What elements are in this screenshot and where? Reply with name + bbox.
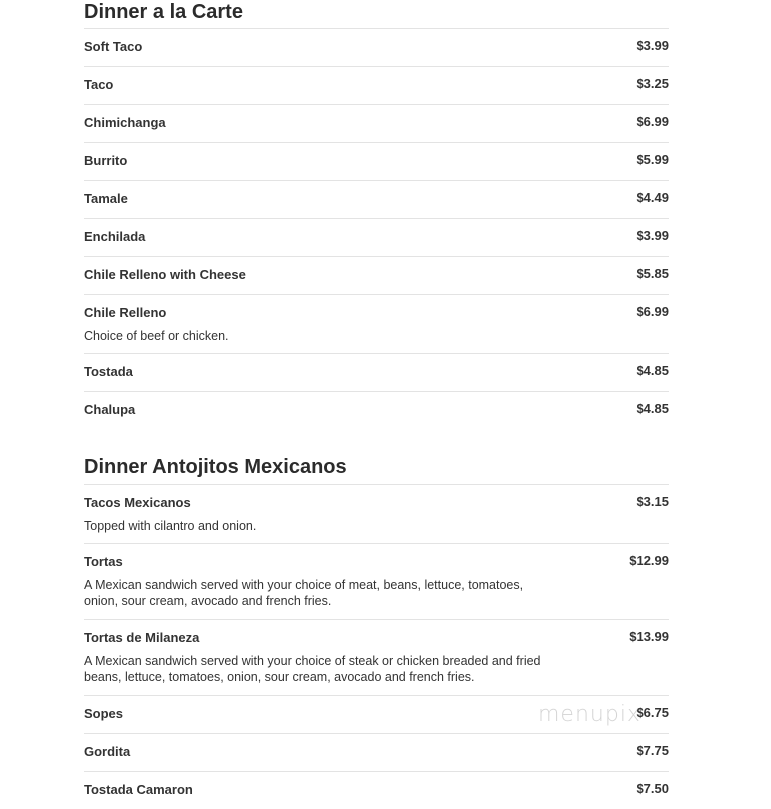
item-price: $7.50 xyxy=(636,781,669,796)
watermark-logo: menupix xyxy=(538,702,641,727)
section-spacer xyxy=(84,429,669,455)
item-price: $5.99 xyxy=(636,152,669,167)
item-description: A Mexican sandwich served with your choice of meat, beans, lettuce, tomatoes, onion, sour cream, avocado and french fries. xyxy=(84,578,524,608)
item-name: Soft Taco xyxy=(84,39,143,54)
menu-item xyxy=(84,733,669,771)
item-price: $12.99 xyxy=(629,553,669,568)
menu-item xyxy=(84,104,669,142)
item-name: Chile Relleno xyxy=(84,305,167,320)
menu-item xyxy=(84,294,669,353)
item-description: A Mexican sandwich served with your choice of steak or chicken breaded and fried beans, lettuce, tomatoes, onion, sour cream, avocado and french fries. xyxy=(84,654,541,684)
menu-item xyxy=(84,66,669,104)
menu-item xyxy=(84,619,669,695)
menu-page xyxy=(84,0,669,809)
menu-item xyxy=(84,28,669,66)
menu-item xyxy=(84,771,669,809)
item-price: $3.25 xyxy=(636,76,669,91)
item-name: Tacos Mexicanos xyxy=(84,495,191,510)
menu-item xyxy=(84,256,669,294)
item-price: $7.75 xyxy=(636,743,669,758)
item-name: Sopes xyxy=(84,706,124,721)
section-title: Dinner a la Carte xyxy=(84,1,243,23)
menu-item xyxy=(84,142,669,180)
item-price: $13.99 xyxy=(629,629,669,644)
menu-item xyxy=(84,543,669,619)
item-price: $3.15 xyxy=(636,494,669,509)
item-name: Enchilada xyxy=(84,229,146,244)
item-price: $3.99 xyxy=(636,228,669,243)
item-name: Tamale xyxy=(84,191,128,206)
item-price: $4.85 xyxy=(636,363,669,378)
menu-item xyxy=(84,353,669,391)
item-price: $3.99 xyxy=(636,38,669,53)
item-name: Tortas de Milaneza xyxy=(84,630,200,645)
menu-item xyxy=(84,484,669,543)
item-price: $6.99 xyxy=(636,114,669,129)
item-price: $6.99 xyxy=(636,304,669,319)
item-name: Gordita xyxy=(84,744,131,759)
item-description: Choice of beef or chicken. xyxy=(84,329,229,343)
item-name: Tostada xyxy=(84,364,133,379)
item-description: Topped with cilantro and onion. xyxy=(84,519,257,533)
item-name: Taco xyxy=(84,77,114,92)
item-price: $6.75 xyxy=(636,705,669,720)
menu-item xyxy=(84,218,669,256)
item-name: Chile Relleno with Cheese xyxy=(84,267,246,282)
menu-item xyxy=(84,391,669,429)
item-name: Tostada Camaron xyxy=(84,782,193,797)
item-name: Burrito xyxy=(84,153,128,168)
item-price: $4.49 xyxy=(636,190,669,205)
menu-item xyxy=(84,180,669,218)
item-name: Chimichanga xyxy=(84,115,166,130)
item-price: $4.85 xyxy=(636,401,669,416)
item-name: Tortas xyxy=(84,554,123,569)
item-name: Chalupa xyxy=(84,402,136,417)
section-title: Dinner Antojitos Mexicanos xyxy=(84,456,347,478)
item-price: $5.85 xyxy=(636,266,669,281)
